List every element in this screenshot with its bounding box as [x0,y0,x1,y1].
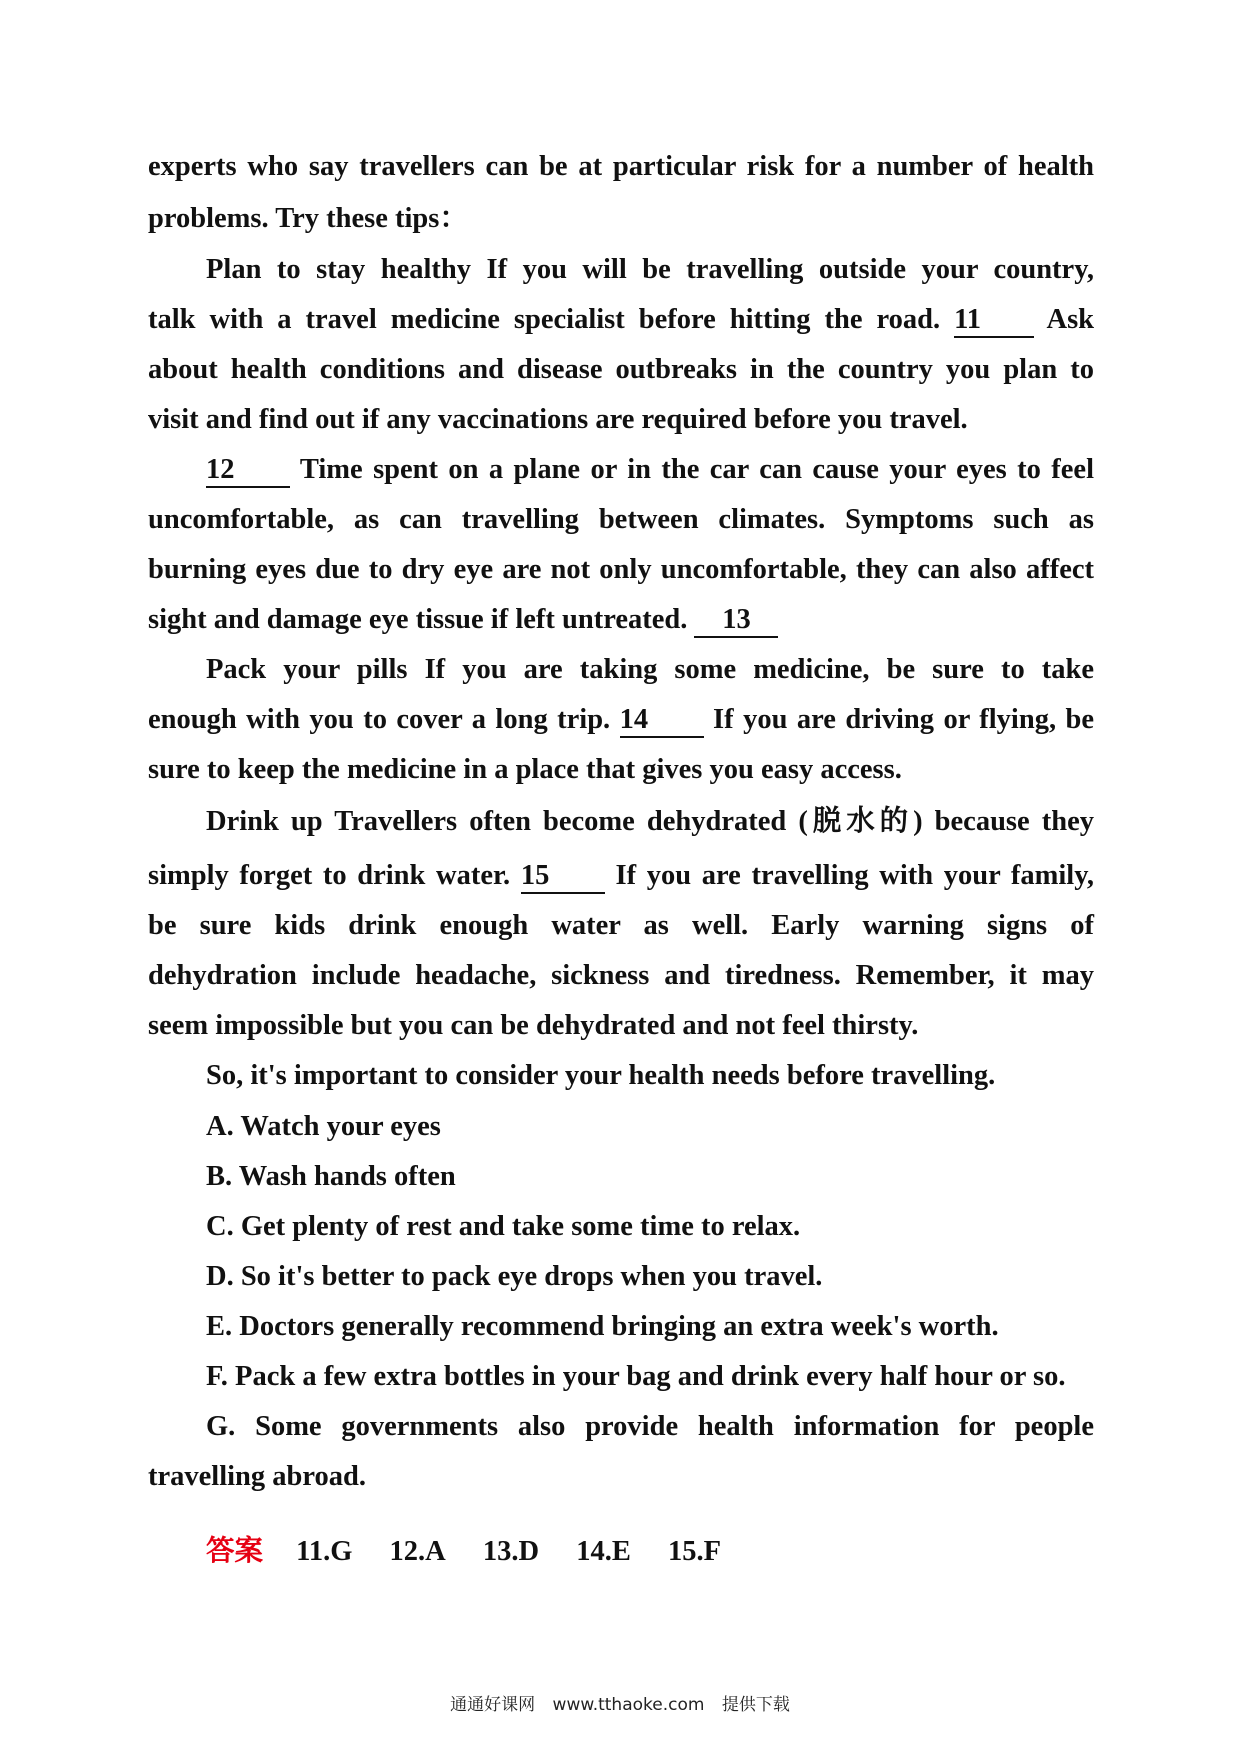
answer-item: 15.F [667,1536,721,1567]
para1-line-3: about health conditions and disease outbreaks in the country you plan to [148,354,1094,385]
answer-key [206,1528,751,1569]
option-e: E. Doctors generally recommend bringing an extra week's worth. [206,1311,999,1342]
option-b: B. Wash hands often [206,1161,456,1192]
footer-suffix: 提供下载 [721,1695,790,1715]
option-g-line-2: travelling abroad. [148,1461,366,1492]
para4-line-5: seem impossible but you can be dehydrated and not feel thirsty. [148,1010,919,1041]
para4-line2-tail: If you are travelling with your family, [615,860,1095,891]
blank-14: 14 [620,706,704,738]
intro-line-1: experts who say travellers can be at particular risk for a number of health [148,151,1094,182]
para2-line-1 [206,456,1094,488]
para1-line2-text: talk with a travel medicine specialist before hitting the road. [148,304,941,335]
blank-12: 12 [206,456,290,488]
para2-line-3: burning eyes due to dry eye are not only uncomfortable, they can also affect [148,554,1094,585]
answer-item: 13.D [482,1536,540,1567]
para4-line2-text: simply forget to drink water. [148,860,511,891]
conclusion: So, it's important to consider your health needs before travelling. [206,1060,996,1091]
blank-15: 15 [521,862,605,894]
answer-item: 11.G [296,1536,353,1567]
para2-line1-text: Time spent on a plane or in the car can cause your eyes to feel [299,454,1094,485]
para4-line-1 [206,808,1094,837]
para1-line-4: visit and find out if any vaccinations are required before you travel. [148,404,968,435]
para3-line2-text: enough with you to cover a long trip. [148,704,611,735]
answer-item: 14.E [576,1536,631,1567]
para4-line-4: dehydration include headache, sickness and tiredness. Remember, it may [148,960,1094,991]
para4-line-2 [148,862,1094,894]
answer-label: 答案 [206,1534,264,1567]
para3-line1-text: If you are taking some medicine, be sure to take [424,654,1095,685]
para3-line-3: sure to keep the medicine in a place that gives you easy access. [148,754,902,785]
para4-line1-text: Travellers often become dehydrated (脱水的) because they [334,806,1094,837]
blank-11: 11 [954,306,1034,338]
para3-line2-tail: If you are driving or flying, be [713,704,1094,735]
para4-line-3: be sure kids drink enough water as well. Early warning signs of [148,910,1094,941]
para2-line4-text: sight and damage eye tissue if left untreated. [148,604,688,635]
blank-13: 13 [694,606,778,638]
footer-site-name: 通通好课网 [450,1695,536,1715]
intro-line-2: problems. Try these tips： [148,203,468,234]
para1-line2-tail: Ask [1046,304,1095,335]
footer-url[interactable]: www.tthaoke.com [552,1695,705,1715]
para3-heading: Pack your pills [206,654,408,685]
option-a: A. Watch your eyes [206,1111,441,1142]
page-footer [0,1690,1240,1715]
option-f: F. Pack a few extra bottles in your bag and drink every half hour or so. [206,1361,1066,1392]
para1-line1-text: If you will be travelling outside your country, [486,254,1095,285]
answer-item: 12.A [389,1536,446,1567]
para3-line-2 [148,706,1094,738]
para1-heading: Plan to stay healthy [206,254,471,285]
para1-line-1 [206,256,1094,285]
para4-heading: Drink up [206,806,323,837]
option-d: D. So it's better to pack eye drops when you travel. [206,1261,823,1292]
option-g-line-1: G. Some governments also provide health information for people [206,1411,1094,1442]
para2-line-4 [148,606,778,638]
para2-line-2: uncomfortable, as can travelling between climates. Symptoms such as [148,504,1094,535]
para1-line-2 [148,306,1094,338]
option-c: C. Get plenty of rest and take some time to relax. [206,1211,801,1242]
para3-line-1 [206,656,1094,685]
